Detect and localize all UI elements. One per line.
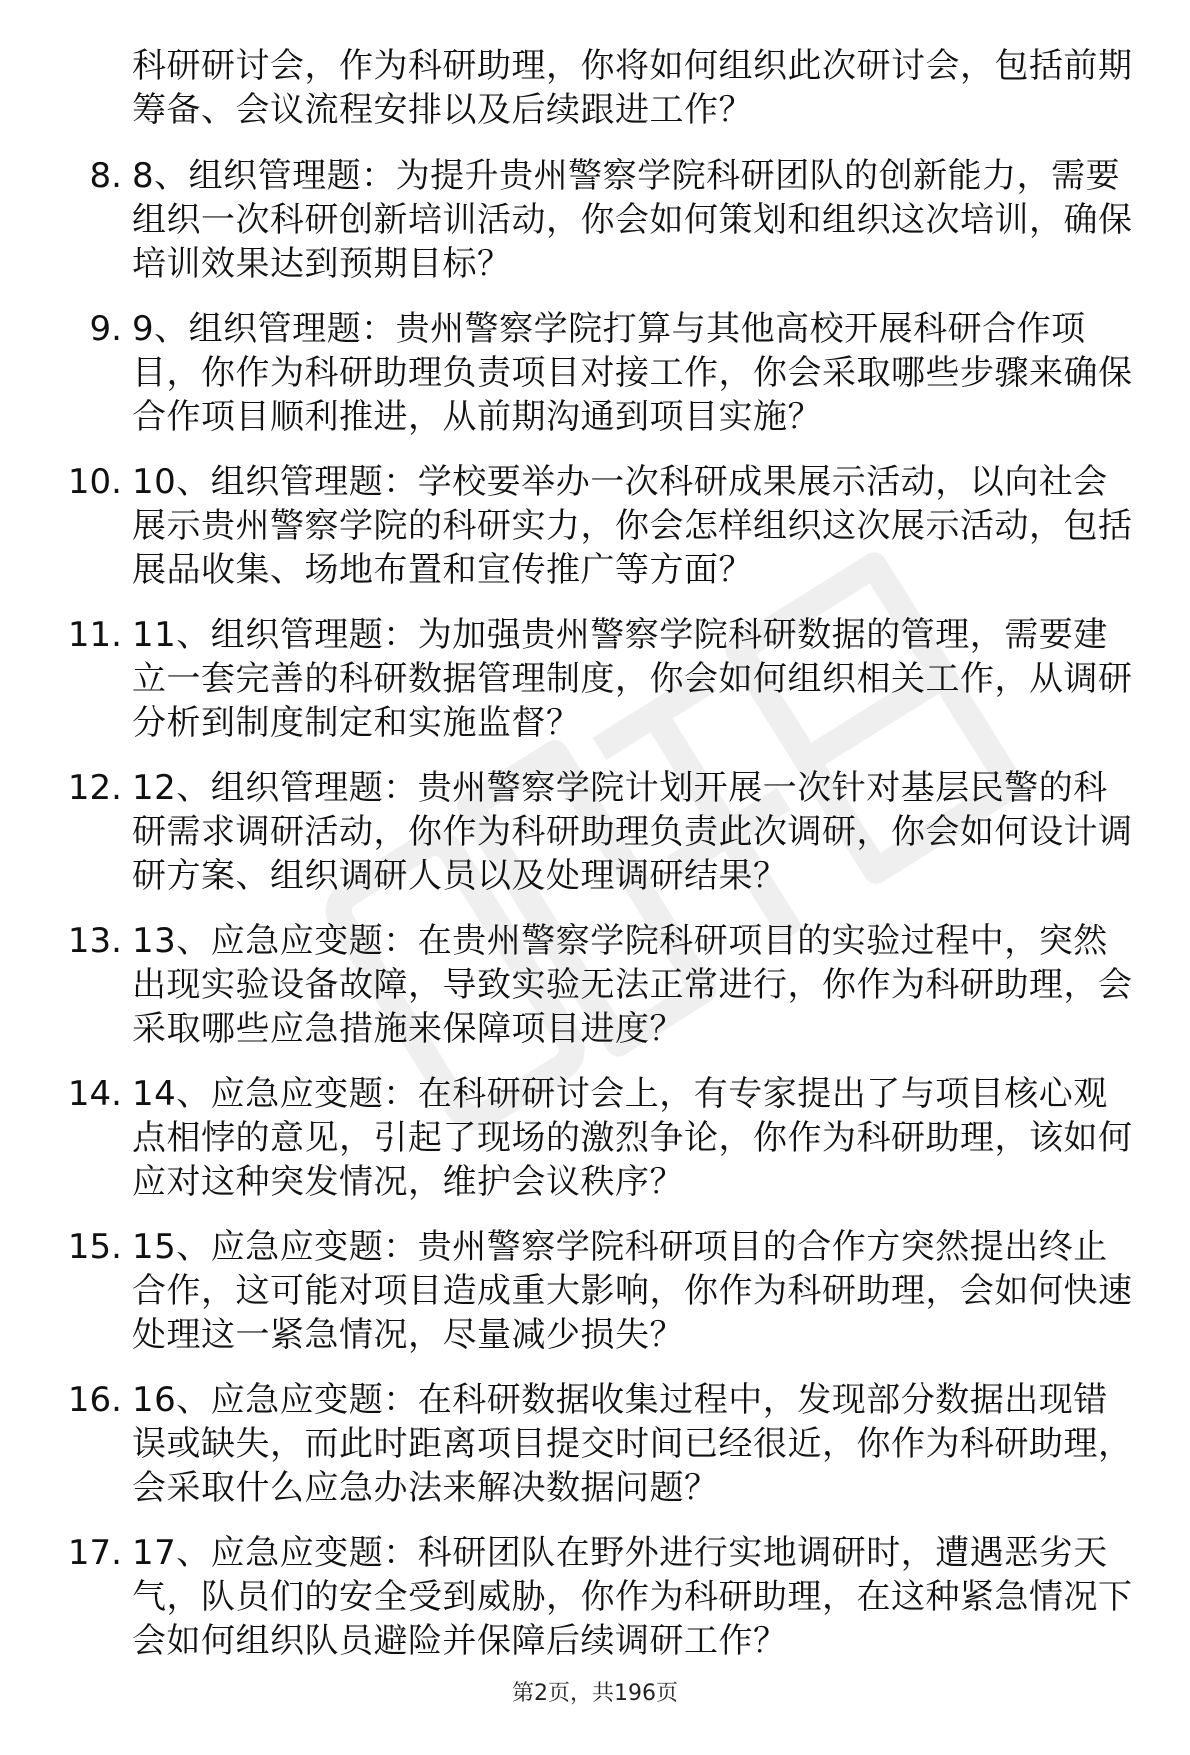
question-number: 16. — [67, 1380, 122, 1420]
question-text: 14、应急应变题：在科研研讨会上，有专家提出了与项目核心观点相悖的意见，引起了现场的激烈争论，你作为科研助理，该如何应对这种突发情况，维护会议秩序？ — [132, 1074, 1133, 1202]
list-item — [60, 1072, 1140, 1204]
list-item — [60, 613, 1140, 745]
question-number: 11. — [67, 615, 122, 655]
list-item — [60, 307, 1140, 439]
question-number: 13. — [67, 921, 122, 961]
question-number: 14. — [67, 1074, 122, 1114]
question-text: 17、应急应变题：科研团队在野外进行实地调研时，遭遇恶劣天气，队员们的安全受到威胁，你作为科研助理，在这种紧急情况下会如何组织队员避险并保障后续调研工作？ — [132, 1533, 1133, 1661]
question-number: 12. — [67, 768, 122, 808]
question-text: 8、组织管理题：为提升贵州警察学院科研团队的创新能力，需要组织一次科研创新培训活动，你会如何策划和组织这次培训，确保培训效果达到预期目标？ — [132, 156, 1133, 284]
list-item — [60, 460, 1140, 592]
list-item — [60, 919, 1140, 1051]
question-text: 11、组织管理题：为加强贵州警察学院科研数据的管理，需要建立一套完善的科研数据管理制度，你会如何组织相关工作，从调研分析到制度制定和实施监督？ — [132, 615, 1133, 743]
question-text: 13、应急应变题：在贵州警察学院科研项目的实验过程中，突然出现实验设备故障，导致实验无法正常进行，你作为科研助理，会采取哪些应急措施来保障项目进度？ — [132, 921, 1133, 1049]
question-text: 15、应急应变题：贵州警察学院科研项目的合作方突然提出终止合作，这可能对项目造成重大影响，你作为科研助理，会如何快速处理这一紧急情况，尽量减少损失？ — [132, 1227, 1133, 1355]
question-text: 9、组织管理题：贵州警察学院打算与其他高校开展科研合作项目，你作为科研助理负责项目对接工作，你会采取哪些步骤来确保合作项目顺利推进，从前期沟通到项目实施？ — [132, 309, 1133, 437]
question-number: 17. — [67, 1533, 122, 1573]
list-item — [60, 1225, 1140, 1357]
question-number: 15. — [67, 1227, 122, 1267]
question-text: 16、应急应变题：在科研数据收集过程中，发现部分数据出现错误或缺失，而此时距离项目提交时间已经很近，你作为科研助理，会采取什么应急办法来解决数据问题？ — [132, 1380, 1133, 1508]
question-number: 10. — [67, 462, 122, 502]
question-list — [60, 154, 1140, 1663]
list-item — [60, 1531, 1140, 1663]
list-item — [60, 1378, 1140, 1510]
carryover-question-text: 科研研讨会，作为科研助理，你将如何组织此次研讨会，包括前期筹备、会议流程安排以及后续跟进工作？ — [132, 46, 1133, 130]
question-text: 12、组织管理题：贵州警察学院计划开展一次针对基层民警的科研需求调研活动，你作为科研助理负责此次调研，你会如何设计调研方案、组织调研人员以及处理调研结果？ — [132, 768, 1133, 896]
question-text: 10、组织管理题：学校要举办一次科研成果展示活动，以向社会展示贵州警察学院的科研实力，你会怎样组织这次展示活动，包括展品收集、场地布置和宣传推广等方面？ — [132, 462, 1133, 590]
list-item — [60, 766, 1140, 898]
list-item — [60, 154, 1140, 286]
page-footer: 第2页，共196页 — [512, 1681, 678, 1706]
question-number: 8. — [89, 156, 122, 196]
question-content — [60, 44, 1140, 1684]
question-number: 9. — [89, 309, 122, 349]
